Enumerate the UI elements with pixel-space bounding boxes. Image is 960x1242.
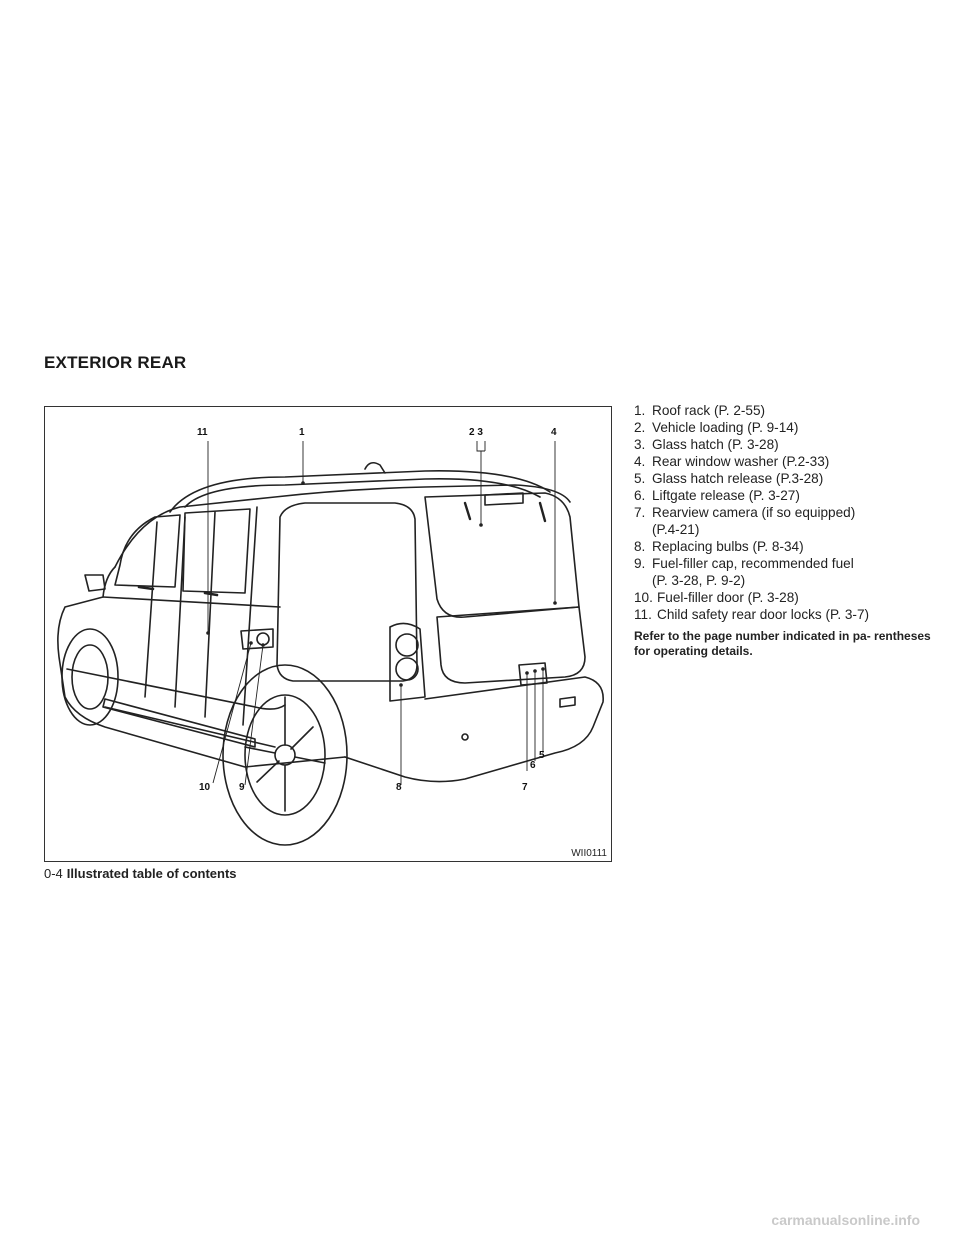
callout-11: 11 xyxy=(197,427,208,438)
callout-1: 1 xyxy=(299,427,305,438)
callout-7: 7 xyxy=(522,782,528,793)
list-item: 6. Liftgate release (P. 3-27) xyxy=(634,488,800,503)
component-list xyxy=(634,402,934,623)
page-number: 0-4 xyxy=(44,866,63,881)
page-footer xyxy=(44,866,237,881)
list-item: 8. Replacing bulbs (P. 8-34) xyxy=(634,539,804,554)
list-item: 3. Glass hatch (P. 3-28) xyxy=(634,437,779,452)
figure-code: WII0111 xyxy=(571,848,607,859)
list-item: 11. Child safety rear door locks (P. 3-7) xyxy=(634,607,870,622)
callout-9: 9 xyxy=(239,782,245,793)
callout-2-3: 2 3 xyxy=(469,427,483,438)
callout-4: 4 xyxy=(551,427,557,438)
operating-details-note: Refer to the page number indicated in pa- rentheses for operating details. xyxy=(634,629,931,658)
callout-5: 5 xyxy=(539,750,545,761)
footer-title: Illustrated table of contents xyxy=(66,866,237,881)
vehicle-rear-illustration xyxy=(44,406,612,862)
callout-10: 10 xyxy=(199,782,211,793)
list-item: 2. Vehicle loading (P. 9-14) xyxy=(634,420,799,435)
watermark: carmanualsonline.info xyxy=(771,1212,920,1228)
callout-8: 8 xyxy=(396,782,402,793)
list-item: 7. Rearview camera (if so equipped) (P.4-21) xyxy=(634,505,856,537)
callout-6: 6 xyxy=(530,760,536,771)
list-item: 5. Glass hatch release (P.3-28) xyxy=(634,471,824,486)
list-item: 10. Fuel-filler door (P. 3-28) xyxy=(634,590,799,605)
section-title: EXTERIOR REAR xyxy=(44,353,187,372)
list-item: 4. Rear window washer (P.2-33) xyxy=(634,454,830,469)
list-item: 1. Roof rack (P. 2-55) xyxy=(634,403,766,418)
list-item: 9. Fuel-filler cap, recommended fuel (P. 3-28, P. 9-2) xyxy=(634,556,854,588)
